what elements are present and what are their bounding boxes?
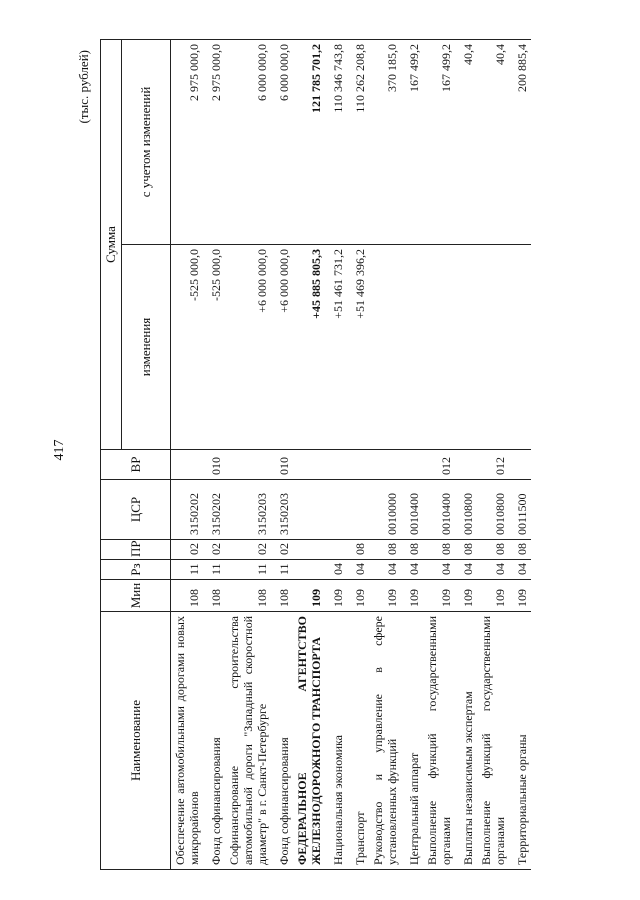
row-total: 2 975 000,0 (171, 40, 204, 245)
table-row (225, 40, 271, 870)
row-change (509, 245, 531, 450)
row-pr: 08 (477, 540, 509, 560)
row-rz (293, 560, 325, 580)
row-vr (325, 450, 347, 480)
row-vr (509, 450, 531, 480)
row-pr (293, 540, 325, 560)
table-row (455, 40, 477, 870)
row-total: 370 185,0 (369, 40, 401, 245)
row-change (369, 245, 401, 450)
row-csr (325, 480, 347, 540)
row-total: 167 499,2 (401, 40, 423, 245)
table-row (423, 40, 455, 870)
row-total: 167 499,2 (423, 40, 455, 245)
row-vr: 010 (203, 450, 225, 480)
row-rz: 11 (171, 560, 204, 580)
row-vr (171, 450, 204, 480)
table-row (477, 40, 509, 870)
table-row (401, 40, 423, 870)
table-row (509, 40, 531, 870)
row-name: Национальная экономика (325, 612, 347, 870)
row-pr: 08 (401, 540, 423, 560)
row-min: 109 (477, 580, 509, 612)
row-rz: 04 (369, 560, 401, 580)
row-csr: 0010000 (369, 480, 401, 540)
row-change: +51 461 731,2 (325, 245, 347, 450)
header-rz: Рз (101, 560, 171, 580)
row-change: +6 000 000,0 (271, 245, 293, 450)
row-rz: 11 (225, 560, 271, 580)
row-pr: 08 (347, 540, 369, 560)
row-change: -525 000,0 (171, 245, 204, 450)
row-rz: 04 (477, 560, 509, 580)
row-total: 110 346 743,8 (325, 40, 347, 245)
row-name: Обеспечение автомобильными дорогами новых микрорайонов (171, 612, 204, 870)
row-pr: 08 (369, 540, 401, 560)
row-pr: 08 (423, 540, 455, 560)
table-header (101, 40, 171, 870)
row-total: 40,4 (455, 40, 477, 245)
row-csr: 3150202 (171, 480, 204, 540)
header-with-change: с учетом изменений (122, 40, 171, 245)
row-pr: 08 (455, 540, 477, 560)
row-vr: 010 (271, 450, 293, 480)
unit-note: (тыс. рублей) (76, 50, 91, 124)
budget-table (100, 39, 531, 870)
row-min: 109 (455, 580, 477, 612)
header-change: изменения (122, 245, 171, 450)
row-rz: 11 (203, 560, 225, 580)
rotated-table-container (76, 40, 630, 870)
row-change: -525 000,0 (203, 245, 225, 450)
row-rz: 04 (509, 560, 531, 580)
header-summa: Сумма (101, 40, 122, 450)
row-name: Фонд софинансирования (271, 612, 293, 870)
row-total: 6 000 000,0 (225, 40, 271, 245)
header-vr: ВР (101, 450, 171, 480)
row-vr (293, 450, 325, 480)
row-name: Территориальные органы (509, 612, 531, 870)
row-csr: 0010400 (401, 480, 423, 540)
row-total: 121 785 701,2 (293, 40, 325, 245)
row-vr (401, 450, 423, 480)
row-vr (225, 450, 271, 480)
row-min: 108 (203, 580, 225, 612)
row-change: +45 885 805,3 (293, 245, 325, 450)
row-min: 108 (271, 580, 293, 612)
row-total: 200 885,4 (509, 40, 531, 245)
row-change (423, 245, 455, 450)
row-rz: 04 (455, 560, 477, 580)
page-number: 417 (52, 439, 67, 461)
table-row (325, 40, 347, 870)
header-pr: ПР (101, 540, 171, 560)
row-name: Центральный аппарат (401, 612, 423, 870)
row-min: 109 (347, 580, 369, 612)
row-csr: 3150203 (271, 480, 293, 540)
row-rz: 04 (325, 560, 347, 580)
row-name: Транспорт (347, 612, 369, 870)
row-change (455, 245, 477, 450)
row-csr: 3150202 (203, 480, 225, 540)
table-row (347, 40, 369, 870)
row-name: Руководство и управление в сфере установленных функций (369, 612, 401, 870)
row-csr (347, 480, 369, 540)
row-csr: 3150203 (225, 480, 271, 540)
row-min: 109 (401, 580, 423, 612)
row-min: 109 (423, 580, 455, 612)
table-row (369, 40, 401, 870)
row-pr: 02 (225, 540, 271, 560)
row-name: Выполнение функций государственными органами (477, 612, 509, 870)
row-vr (369, 450, 401, 480)
row-vr: 012 (477, 450, 509, 480)
row-vr (347, 450, 369, 480)
row-total: 40,4 (477, 40, 509, 245)
row-total: 110 262 208,8 (347, 40, 369, 245)
row-name: Выполнение функций государственными органами (423, 612, 455, 870)
row-change: +51 469 396,2 (347, 245, 369, 450)
table-row (271, 40, 293, 870)
row-csr: 0010800 (477, 480, 509, 540)
row-csr: 0011500 (509, 480, 531, 540)
row-total: 2 975 000,0 (203, 40, 225, 245)
row-pr (325, 540, 347, 560)
row-name: Выплаты независимым экспертам (455, 612, 477, 870)
table-row (203, 40, 225, 870)
row-rz: 04 (423, 560, 455, 580)
row-vr (455, 450, 477, 480)
row-csr: 0010800 (455, 480, 477, 540)
row-pr: 02 (203, 540, 225, 560)
row-min: 109 (325, 580, 347, 612)
row-name: Софинансирование строительства автомобильной дороги "Западный скоростной диаметр" в г. Санкт-Петербурге (225, 612, 271, 870)
table-row (171, 40, 204, 870)
row-rz: 04 (401, 560, 423, 580)
row-pr: 02 (271, 540, 293, 560)
row-vr: 012 (423, 450, 455, 480)
row-change (477, 245, 509, 450)
row-total: 6 000 000,0 (271, 40, 293, 245)
row-min: 109 (293, 580, 325, 612)
table-row (293, 40, 325, 870)
row-csr: 0010400 (423, 480, 455, 540)
row-rz: 11 (271, 560, 293, 580)
row-change: +6 000 000,0 (225, 245, 271, 450)
row-min: 108 (225, 580, 271, 612)
row-min: 109 (369, 580, 401, 612)
table-body (171, 40, 532, 870)
row-csr (293, 480, 325, 540)
row-pr: 08 (509, 540, 531, 560)
header-csr: ЦСР (101, 480, 171, 540)
row-pr: 02 (171, 540, 204, 560)
row-min: 109 (509, 580, 531, 612)
row-change (401, 245, 423, 450)
row-rz: 04 (347, 560, 369, 580)
row-name: ФЕДЕРАЛЬНОЕ АГЕНТСТВО ЖЕЛЕЗНОДОРОЖНОГО ТРАНСПОРТА (293, 612, 325, 870)
row-name: Фонд софинансирования (203, 612, 225, 870)
header-name: Наименование (101, 612, 171, 870)
header-min: Мин (101, 580, 171, 612)
row-min: 108 (171, 580, 204, 612)
